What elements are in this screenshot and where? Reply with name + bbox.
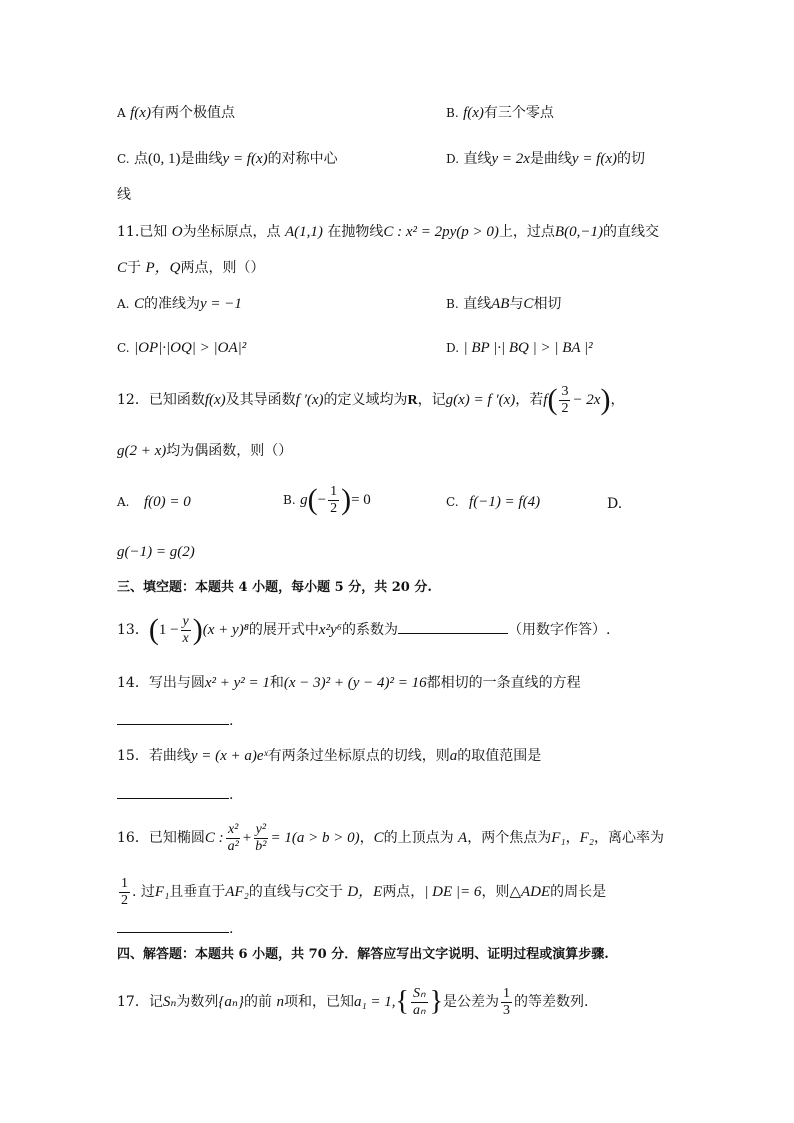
q16-d: 且垂直于 [169,884,226,900]
q12-option-c [446,492,540,512]
q11-parabola: C : x² = 2py(p > 0) [383,224,499,240]
q16-eq-rest: = 1(a > b > 0) [270,830,360,846]
q10-option-c [117,149,338,169]
q11-c-label: C. [117,341,130,355]
q12-b-num: 1 [330,483,338,499]
q12-text-e: ，若 [515,392,544,408]
q16-ceq: C : [204,830,224,846]
q12-b-rparen: ) [341,483,352,516]
q14-a: 14．写出与圆 [117,675,205,691]
q11-b-mid: 与 [509,296,524,312]
q12-fx: f(x) [204,392,226,408]
q16-h: ，则 [481,884,510,900]
q10-c-label: C. [117,152,130,166]
q16-b4: ， [565,830,580,846]
q12-rest: − 2x [572,392,601,408]
q16-f1b: F₁ [154,884,170,900]
q10-option-d [446,149,645,169]
q12-c-label: C. [446,495,459,509]
q10-a-label: A [117,106,126,120]
q12-l2-text: 均为偶函数，则（） [166,443,293,459]
q12-frac-num: 3 [561,383,569,399]
q13-rparen: ) [192,613,203,646]
q11-b-ab: AB [491,296,510,312]
q16-vertex-a: A [458,830,468,846]
q17-frac-s [411,986,428,1019]
q16-f1: F₁ [551,830,566,846]
q11-text-e: 的直线交 [602,224,659,240]
q11-option-c [117,338,246,358]
q12-frac [559,384,570,417]
q13-num: 13． [117,622,149,638]
q12-b-label: B. [283,493,296,507]
q13-text1: 的展开式中 [248,622,319,638]
q16-f2: F₂ [579,830,594,846]
q12-text-c: 的定义域均为 [323,392,408,408]
q16-e: 的直线与 [248,884,305,900]
q15-curve: y = (x + a)eˣ [190,748,268,764]
q11-c: C [117,260,128,276]
q11-b-label: B. [446,297,459,311]
q13-answer-blank[interactable] [398,619,508,634]
q12-reals: R [407,393,418,408]
q11-pq: P，Q [145,260,181,276]
q10-b-text: 有三个零点 [483,105,554,121]
q16-y-den: b² [255,838,267,854]
q10-a-text: 有两个极值点 [150,105,235,121]
q11-b-pre: 直线 [463,296,492,312]
q11-text-b: 为坐标原点，点 [182,224,286,240]
q16-b3: ，两个焦点为 [467,830,552,846]
q13-term: x²y⁶ [318,622,342,638]
q11-text-d: 上，过点 [498,224,555,240]
q15-line [117,746,541,766]
q14-circle1: x² + y² = 1 [204,675,270,691]
q10-c-math2: y = f(x) [222,151,268,167]
q16-x-num: x² [227,821,239,837]
q16-b: ， [359,830,374,846]
q16-x-den: a² [227,838,239,854]
q11-l2-b: 两点，则（） [180,260,265,276]
q10-d-post: 的切 [617,151,646,167]
q10-d-math1: y = 2x [491,151,530,167]
q12-text-b: 及其导函数 [225,392,296,408]
q12-text-d: ，记 [417,392,446,408]
q10-a-math: f(x) [130,105,151,121]
q13-rest: (x + y)⁸ [202,622,249,638]
q14-line [117,673,581,693]
q10-c-mid: 是曲线 [180,151,223,167]
q12-gx: g(x) = f ′(x) [445,392,516,408]
q13-text2: 的系数为 [341,622,398,638]
q16-half-num: 1 [121,875,128,891]
q14-c: 都相切的一条直线的方程 [426,675,581,691]
q16-end: . [229,921,234,937]
q11-point-b: B(0,−1) [554,224,603,240]
q11-a-c: C [133,296,144,312]
q16-a: 16．已知椭圆 [117,830,205,846]
q12-stem-line1 [117,382,624,419]
q17-c: 的前 [244,994,277,1010]
q16-f: 交于 [314,884,348,900]
q10-c-post: 的对称中心 [267,151,338,167]
q17-frac-third [501,986,512,1019]
q16-frac-half [119,876,130,909]
q12-frac-den: 2 [561,400,569,416]
q17-t-den: 3 [503,1002,511,1018]
q12-stem-line2 [117,441,292,461]
q16-deq: | DE |= 6 [424,884,482,900]
q12-option-a [117,492,191,512]
q10-b-math: f(x) [463,105,484,121]
q12-b-frac [328,484,339,517]
q15-a-var: a [449,748,458,764]
q17-rbrace: } [429,986,444,1017]
q17-b: 为数列 [176,994,219,1010]
q17-sn: Sₙ [162,994,177,1010]
q16-line2 [117,874,606,910]
q10-c-math1: (0, 1) [148,151,181,167]
q11-option-a [117,294,242,314]
q16-c: C [373,830,384,846]
q16-g: 两点， [382,884,425,900]
q12-b-den: 2 [330,500,338,516]
q16-c2: C [304,884,315,900]
q17-f: 的等差数列. [514,994,589,1010]
q15-answer-blank[interactable] [117,784,229,799]
q10-d-pre: 直线 [463,151,492,167]
q13-one: 1 − [158,622,179,638]
section-3-title: 三、填空题：本题共 4 小题，每小题 5 分，共 20 分. [117,580,432,595]
q12-option-d-label: D. [607,496,623,512]
q16-frac-y [253,822,268,855]
q10-d-math2: y = f(x) [571,151,618,167]
q13-frac-den: x [182,630,189,646]
q14-b: 和 [269,675,284,691]
q14-answer-blank[interactable] [117,710,229,725]
q11-option-b [446,294,561,314]
q13-text3: （用数字作答）. [507,622,611,638]
q13-line [117,612,610,648]
q17-d: 项和，已知 [283,994,354,1010]
q12-comma: ， [610,392,625,408]
q10-b-label: B. [446,106,459,120]
q17-a: 17．记 [117,994,163,1010]
q11-stem-line2 [117,258,264,278]
q16-b5: ，离心率为 [593,830,664,846]
q11-a-directrix: y = −1 [199,296,242,312]
q15-blank-line [117,784,233,805]
q11-l2-a: 于 [127,260,146,276]
q17-s-den: aₙ [413,1002,426,1018]
q12-a-label: A. [117,495,130,509]
q16-af2: AF₂ [225,884,249,900]
q16-b2: 的上顶点为 [383,830,459,846]
q12-option-b [283,480,371,520]
q11-b-post: 相切 [533,296,562,312]
q10-c-pre: 点 [134,151,149,167]
q12-b-eq: = 0 [351,492,371,508]
q11-option-d [446,338,593,358]
q12-rparen: ) [600,383,611,416]
q16-line1 [117,816,664,860]
q11-text-a: 11.已知 [117,224,172,240]
q17-line [117,980,588,1024]
q10-option-a [117,103,235,123]
q10-option-b [446,103,554,123]
q12-b-lparen: ( [307,483,318,516]
q12-d-math: g(−1) = g(2) [117,544,195,560]
q16-c-text: . 过 [132,884,155,900]
q16-de: D，E [347,884,383,900]
q13-frac [181,614,191,647]
q11-text-c: 在抛物线 [322,224,384,240]
q17-n: n [276,994,284,1010]
q17-lbrace: { [395,986,409,1017]
q11-d-math: | BP |·| BQ | > | BA |² [463,340,593,356]
q11-a-text: 的准线为 [143,296,200,312]
q16-triangle: △ADE [509,884,551,900]
q17-an: {aₙ} [218,994,244,1010]
q11-b-c: C [523,296,534,312]
q11-d-label: D. [446,341,460,355]
q17-a1: a₁ = 1, [353,994,396,1010]
section-4-title: 四、解答题：本题共 6 小题，共 70 分．解答应写出文字说明、证明过程或演算步骤. [117,947,609,962]
q16-plus: + [242,830,252,846]
q12-text-a: 12．已知函数 [117,392,205,408]
q15-end: . [229,787,234,803]
q12-option-d-math [117,542,195,562]
q16-i: 的周长是 [550,884,607,900]
q11-stem-line1 [117,222,659,242]
q17-e: 是公差为 [443,994,500,1010]
q14-end: . [229,713,234,729]
q12-g2x: g(2 + x) [117,443,167,459]
q15-b: 有两条过坐标原点的切线，则 [267,748,450,764]
q12-a-math: f(0) = 0 [143,494,191,510]
q15-c: 的取值范围是 [457,748,542,764]
q16-half-den: 2 [121,892,128,908]
q16-y-num: y² [255,821,267,837]
q17-t-num: 1 [503,985,511,1001]
q11-point-a: A(1,1) [285,224,323,240]
q13-frac-num: y [182,613,189,629]
q10-d-mid: 是曲线 [529,151,572,167]
q10-d-wrap: 线 [117,187,131,203]
q12-fprime: f ′(x) [295,392,324,408]
q12-c-math: f(−1) = f(4) [469,494,541,510]
q13-lparen: ( [148,613,159,646]
q15-a: 15．若曲线 [117,748,191,764]
q14-blank-line [117,710,233,731]
q12-b-g: g [300,492,308,508]
q16-frac-x [226,822,241,855]
q12-b-sign: − [317,492,327,508]
q11-c-math: |OP|·|OQ| > |OA|² [134,340,247,356]
q16-answer-blank[interactable] [117,918,229,933]
q17-s-num: Sₙ [413,985,426,1001]
q11-o: O [171,224,183,240]
q11-a-label: A. [117,297,130,311]
q10-d-label: D. [446,152,460,166]
q16-blank-line [117,918,233,939]
q12-lparen: ( [547,383,558,416]
q12-f: f [543,392,548,408]
q14-circle2: (x − 3)² + (y − 4)² = 16 [283,675,427,691]
